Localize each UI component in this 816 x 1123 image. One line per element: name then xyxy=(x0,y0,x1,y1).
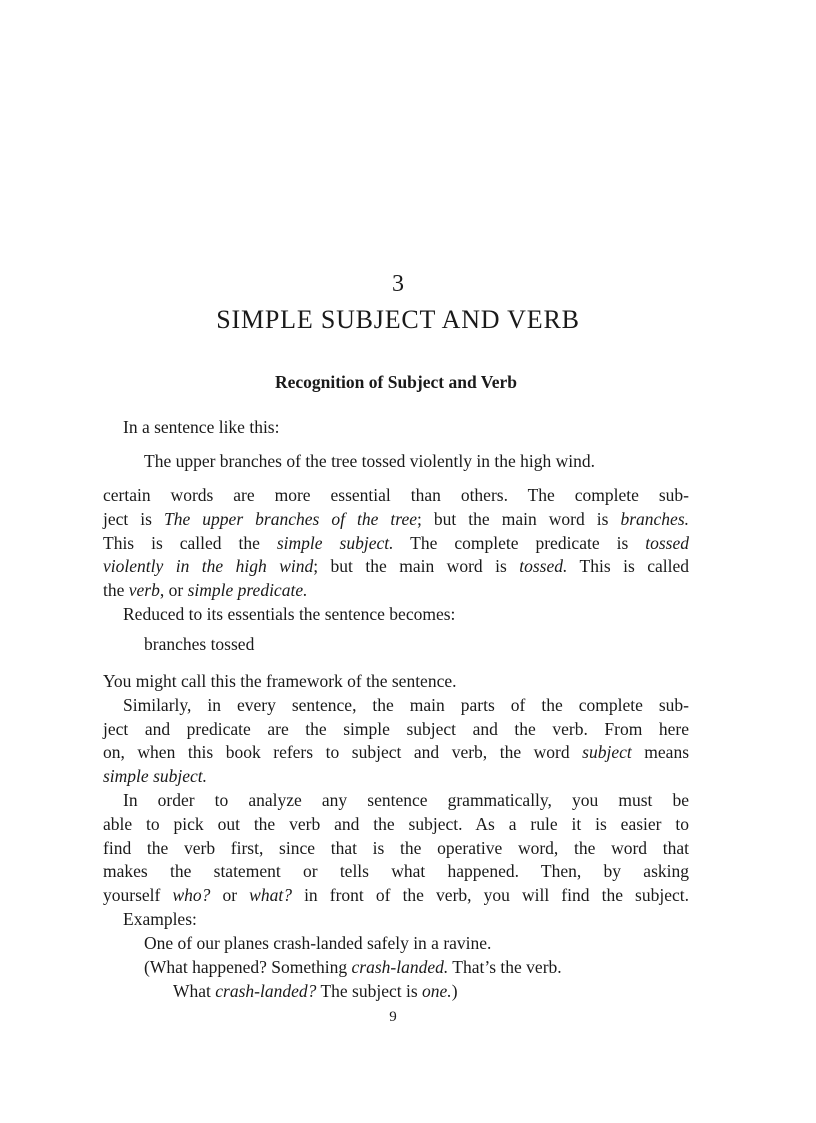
paragraph-line: In order to analyze any sentence grammatically, you must be xyxy=(123,789,689,810)
framework-example-block xyxy=(103,633,689,657)
paragraph-1 xyxy=(103,484,689,627)
paragraph-line: yourself who? or what? in front of the verb, you will find the subject. xyxy=(103,885,689,906)
examples-block xyxy=(103,932,689,1003)
example-line: (What happened? Something crash-landed. That’s the verb. xyxy=(144,956,562,977)
section-heading: Recognition of Subject and Verb xyxy=(274,372,518,392)
paragraph-line: simple subject. xyxy=(103,766,208,787)
paragraph-line: Similarly, in every sentence, the main parts of the complete sub- xyxy=(123,694,689,715)
example-sentence: The upper branches of the tree tossed violently in the high wind. xyxy=(144,451,595,471)
paragraph-line: find the verb first, since that is the operative word, the word that xyxy=(103,837,689,858)
paragraph-line: ject and predicate are the simple subject and the verb. From here xyxy=(103,718,689,739)
paragraph-line: ject is The upper branches of the tree; but the main word is branches. xyxy=(103,508,689,529)
paragraph-line: certain words are more essential than others. The complete sub- xyxy=(103,485,689,505)
paragraph-line: able to pick out the verb and the subject. As a rule it is easier to xyxy=(103,813,689,834)
examples-label: Examples: xyxy=(123,908,197,929)
example-line: What crash-landed? The subject is one.) xyxy=(173,980,458,1001)
example-sentence-block xyxy=(103,450,689,474)
intro-block xyxy=(103,416,689,440)
intro-line: In a sentence like this: xyxy=(123,417,280,437)
reduced-intro-line: Reduced to its essentials the sentence becomes: xyxy=(123,603,456,624)
paragraph-line: makes the statement or tells what happened. Then, by asking xyxy=(103,861,689,882)
chapter-title: SIMPLE SUBJECT AND VERB xyxy=(216,305,580,334)
paragraph-line: violently in the high wind; but the main word is tossed. This is called xyxy=(103,556,690,577)
page-number: 9 xyxy=(389,1009,397,1025)
example-line: One of our planes crash-landed safely in a ravine. xyxy=(144,933,492,953)
paragraph-line: This is called the simple subject. The complete predicate is tossed xyxy=(103,532,689,553)
framework-example: branches tossed xyxy=(144,634,255,654)
paragraph-line: on, when this book refers to subject and verb, the word subject means xyxy=(103,742,690,763)
chapter-number: 3 xyxy=(392,271,404,297)
paragraph-line: the verb, or simple predicate. xyxy=(103,580,308,601)
paragraph-line: You might call this the framework of the sentence. xyxy=(103,671,457,691)
paragraph-2-3 xyxy=(103,670,689,932)
